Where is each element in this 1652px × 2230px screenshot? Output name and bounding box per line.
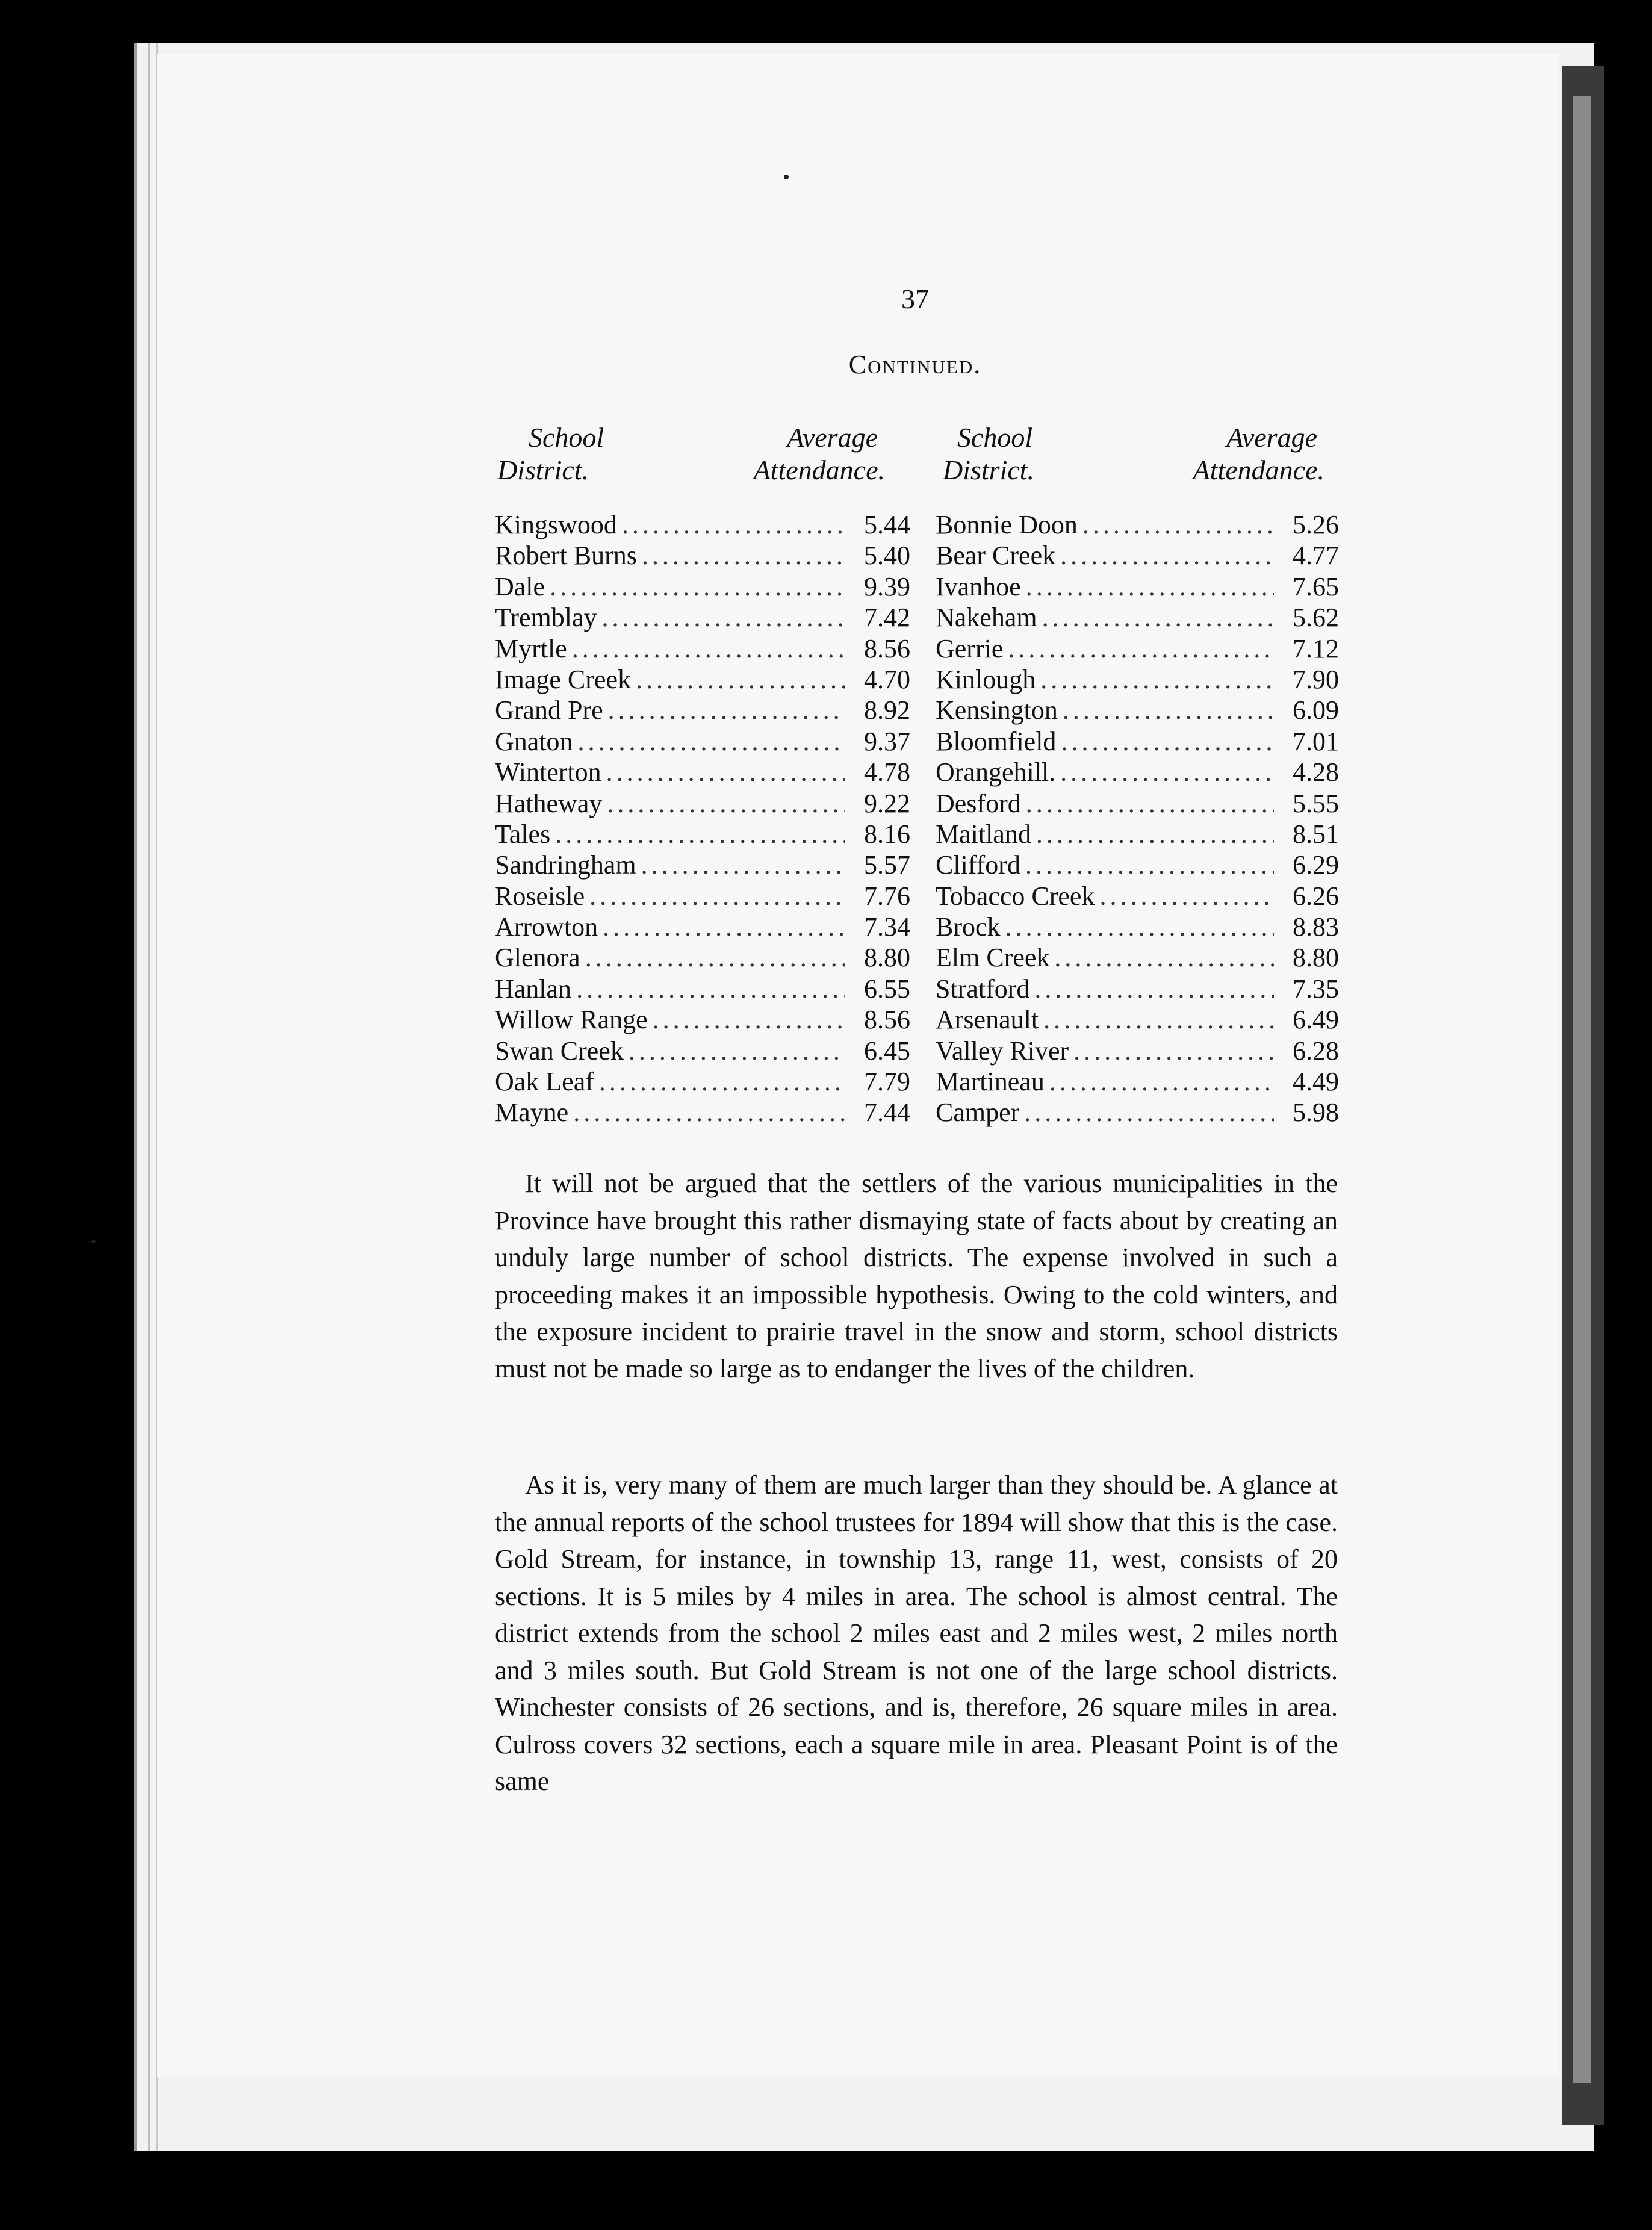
table-row xyxy=(936,1004,1339,1035)
dot-leader xyxy=(603,912,845,942)
dot-leader xyxy=(1099,881,1274,912)
attendance-value: 8.92 xyxy=(864,695,910,725)
attendance-value: 9.37 xyxy=(864,726,910,756)
table-row xyxy=(936,664,1339,695)
dot-leader xyxy=(1034,974,1274,1004)
dot-leader xyxy=(578,726,845,757)
district-name: Stratford xyxy=(936,974,1030,1004)
dot-leader xyxy=(599,1066,845,1097)
table-row xyxy=(936,881,1339,912)
attendance-value: 8.16 xyxy=(864,819,910,849)
district-name: Desford xyxy=(936,788,1021,818)
district-name: Martineau xyxy=(936,1067,1045,1097)
district-name: Elm Creek xyxy=(936,943,1050,973)
dot-leader xyxy=(1026,571,1274,602)
dot-leader xyxy=(550,571,845,602)
district-name: Hatheway xyxy=(495,788,603,818)
table-row xyxy=(495,881,910,912)
district-name: Kingswood xyxy=(495,510,617,539)
attendance-value: 6.29 xyxy=(1293,850,1339,880)
column-header-school-district-left: School District. xyxy=(497,422,604,485)
table-row xyxy=(495,726,910,757)
district-name: Sandringham xyxy=(495,850,636,880)
district-name: Bonnie Doon xyxy=(936,510,1078,539)
column-header-average-attendance-right: Average Attendance. xyxy=(1193,422,1324,485)
table-row xyxy=(936,757,1339,787)
attendance-value: 7.01 xyxy=(1293,726,1339,756)
table-row xyxy=(936,849,1339,880)
attendance-value: 7.42 xyxy=(864,603,910,633)
table-row xyxy=(936,942,1339,973)
dot-leader xyxy=(602,602,846,633)
table-row xyxy=(495,695,910,725)
district-name: Ivanhoe xyxy=(936,571,1021,601)
body-paragraph: It will not be argued that the settlers of the various municipalities in the Province have brought this rather dismaying state of facts about by creating an unduly large number of school districts. The expense involved in such a proceeding makes it an impossible hypothesis. Owing to the cold winters, and the exposure incident to prairie travel in the snow and storm, school districts must not be made so large as to endanger the lives of the children. xyxy=(495,1169,1338,1384)
dot-leader xyxy=(1073,1036,1274,1066)
district-name: Bear Creek xyxy=(936,541,1056,571)
district-name: Valley River xyxy=(936,1036,1069,1066)
table-row xyxy=(495,1004,910,1035)
dot-leader xyxy=(1049,1066,1274,1097)
attendance-value: 5.57 xyxy=(864,850,910,880)
dot-leader xyxy=(1008,633,1274,664)
attendance-value: 7.65 xyxy=(1293,571,1339,601)
district-name: Brock xyxy=(936,912,1001,942)
district-name: Arrowton xyxy=(495,912,598,942)
table-row xyxy=(936,571,1339,602)
dot-leader xyxy=(1060,757,1274,787)
attendance-value: 4.28 xyxy=(1293,757,1339,787)
district-name: Tremblay xyxy=(495,603,597,633)
district-name: Myrtle xyxy=(495,633,567,663)
attendance-value: 4.77 xyxy=(1293,541,1339,571)
district-name: Orangehill. xyxy=(936,757,1056,787)
district-name: Clifford xyxy=(936,850,1020,880)
attendance-value: 8.51 xyxy=(1293,819,1339,849)
dot-leader xyxy=(622,509,845,540)
district-name: Image Creek xyxy=(495,664,631,694)
district-name: Robert Burns xyxy=(495,541,637,571)
table-row xyxy=(495,571,910,602)
attendance-value: 6.26 xyxy=(1293,881,1339,911)
body-paragraph: As it is, very many of them are much larger than they should be. A glance at the annual reports of the school trustees for 1894 will show that this is the case. Gold Stream, for instance, in township 13, range 11, west, consists of 20 sections. It is 5 miles by 4 miles in area. The school is almost central. The district extends from the school 2 miles east and 2 miles west, 2 miles north and 3 miles south. But Gold Stream is not one of the large school districts. Winchester consists of 26 sections, and is, therefore, 26 square miles in area. Culross covers 32 sections, each a square mile in area. Pleasant Point is of the same xyxy=(495,1470,1338,1796)
table-row xyxy=(495,509,910,540)
attendance-value: 7.76 xyxy=(864,881,910,911)
ink-speck xyxy=(90,1240,96,1243)
attendance-value: 7.79 xyxy=(864,1067,910,1097)
attendance-value: 4.78 xyxy=(864,757,910,787)
attendance-value: 6.49 xyxy=(1293,1005,1339,1035)
attendance-table-left xyxy=(495,509,910,1128)
dot-leader xyxy=(636,664,845,695)
attendance-value: 9.22 xyxy=(864,788,910,818)
table-row xyxy=(495,633,910,664)
attendance-value: 7.35 xyxy=(1293,974,1339,1004)
dot-leader xyxy=(1036,819,1274,849)
table-row xyxy=(495,1066,910,1097)
dot-leader xyxy=(1063,695,1274,725)
attendance-value: 8.80 xyxy=(864,943,910,973)
attendance-value: 7.90 xyxy=(1293,664,1339,694)
district-name: Camper xyxy=(936,1098,1020,1128)
table-row xyxy=(936,788,1339,819)
district-name: Kensington xyxy=(936,695,1058,725)
adjacent-page-edge xyxy=(1573,96,1591,2083)
dot-leader xyxy=(1040,664,1274,695)
table-row xyxy=(936,1097,1339,1128)
attendance-value: 7.44 xyxy=(864,1098,910,1128)
attendance-value: 5.26 xyxy=(1293,510,1339,539)
dot-leader xyxy=(589,881,845,912)
attendance-value: 6.28 xyxy=(1293,1036,1339,1066)
dot-leader xyxy=(573,1097,845,1128)
attendance-value: 8.83 xyxy=(1293,912,1339,942)
dot-leader xyxy=(653,1004,845,1035)
district-name: Arsenault xyxy=(936,1005,1039,1035)
attendance-value: 5.55 xyxy=(1293,788,1339,818)
district-name: Bloomfield xyxy=(936,726,1057,756)
dot-leader xyxy=(1005,912,1274,942)
dot-leader xyxy=(641,849,845,880)
scan-mark xyxy=(692,2128,706,2146)
district-name: Roseisle xyxy=(495,881,585,911)
table-row xyxy=(495,602,910,633)
district-name: Willow Range xyxy=(495,1005,648,1035)
table-row xyxy=(495,849,910,880)
table-row xyxy=(936,633,1339,664)
page-number: 37 xyxy=(901,284,929,314)
attendance-value: 7.12 xyxy=(1293,633,1339,663)
attendance-value: 7.34 xyxy=(864,912,910,942)
district-name: Glenora xyxy=(495,943,580,973)
dot-leader xyxy=(1025,849,1274,880)
dot-leader xyxy=(629,1036,845,1066)
dot-leader xyxy=(1026,788,1274,819)
table-row xyxy=(936,695,1339,725)
table-row xyxy=(495,974,910,1004)
table-row xyxy=(936,912,1339,942)
table-row xyxy=(936,540,1339,571)
attendance-value: 5.98 xyxy=(1293,1098,1339,1128)
table-row xyxy=(495,942,910,973)
column-header-average-attendance-left: Average Attendance. xyxy=(753,422,885,485)
district-name: Maitland xyxy=(936,819,1031,849)
district-name: Grand Pre xyxy=(495,695,603,725)
dot-leader xyxy=(1061,726,1274,757)
table-row xyxy=(495,757,910,787)
table-row xyxy=(936,509,1339,540)
dot-leader xyxy=(606,757,845,787)
dot-leader xyxy=(572,633,845,664)
attendance-value: 5.62 xyxy=(1293,603,1339,633)
table-row xyxy=(936,974,1339,1004)
district-name: Tobacco Creek xyxy=(936,881,1095,911)
attendance-value: 8.56 xyxy=(864,633,910,663)
attendance-table-right xyxy=(936,509,1339,1128)
table-row xyxy=(495,1097,910,1128)
attendance-value: 6.55 xyxy=(864,974,910,1004)
district-name: Nakeham xyxy=(936,603,1037,633)
district-name: Winterton xyxy=(495,757,601,787)
attendance-value: 9.39 xyxy=(864,571,910,601)
dot-leader xyxy=(1054,942,1274,973)
dot-leader xyxy=(608,695,845,725)
district-name: Tales xyxy=(495,819,551,849)
column-header-school-district-right: School District. xyxy=(943,422,1035,485)
attendance-value: 8.80 xyxy=(1293,943,1339,973)
attendance-value: 4.49 xyxy=(1293,1067,1339,1097)
dot-leader xyxy=(555,819,845,849)
dot-leader xyxy=(1043,1004,1274,1035)
table-row xyxy=(495,664,910,695)
dot-leader xyxy=(1024,1097,1274,1128)
dot-leader xyxy=(576,974,845,1004)
district-name: Oak Leaf xyxy=(495,1067,594,1097)
attendance-value: 5.44 xyxy=(864,510,910,539)
table-row xyxy=(495,819,910,849)
attendance-value: 6.09 xyxy=(1293,695,1339,725)
table-row xyxy=(495,912,910,942)
table-row xyxy=(936,1066,1339,1097)
district-name: Hanlan xyxy=(495,974,572,1004)
dot-leader xyxy=(607,788,845,819)
district-name: Mayne xyxy=(495,1098,569,1128)
table-row xyxy=(495,540,910,571)
district-name: Swan Creek xyxy=(495,1036,624,1066)
attendance-value: 4.70 xyxy=(864,664,910,694)
dot-leader xyxy=(1042,602,1274,633)
table-row xyxy=(936,602,1339,633)
attendance-value: 6.45 xyxy=(864,1036,910,1066)
ink-speck xyxy=(784,175,789,179)
attendance-value: 5.40 xyxy=(864,541,910,571)
table-row xyxy=(936,726,1339,757)
dot-leader xyxy=(585,942,845,973)
district-name: Kinlough xyxy=(936,664,1036,694)
dot-leader xyxy=(1082,509,1274,540)
table-row xyxy=(495,1036,910,1066)
district-name: Gnaton xyxy=(495,726,573,756)
table-row xyxy=(495,788,910,819)
table-row xyxy=(936,819,1339,849)
section-heading: Continued. xyxy=(848,350,982,379)
district-name: Gerrie xyxy=(936,633,1004,663)
district-name: Dale xyxy=(495,571,545,601)
attendance-value: 8.56 xyxy=(864,1005,910,1035)
table-row xyxy=(936,1036,1339,1066)
dot-leader xyxy=(1060,540,1274,571)
dot-leader xyxy=(642,540,845,571)
